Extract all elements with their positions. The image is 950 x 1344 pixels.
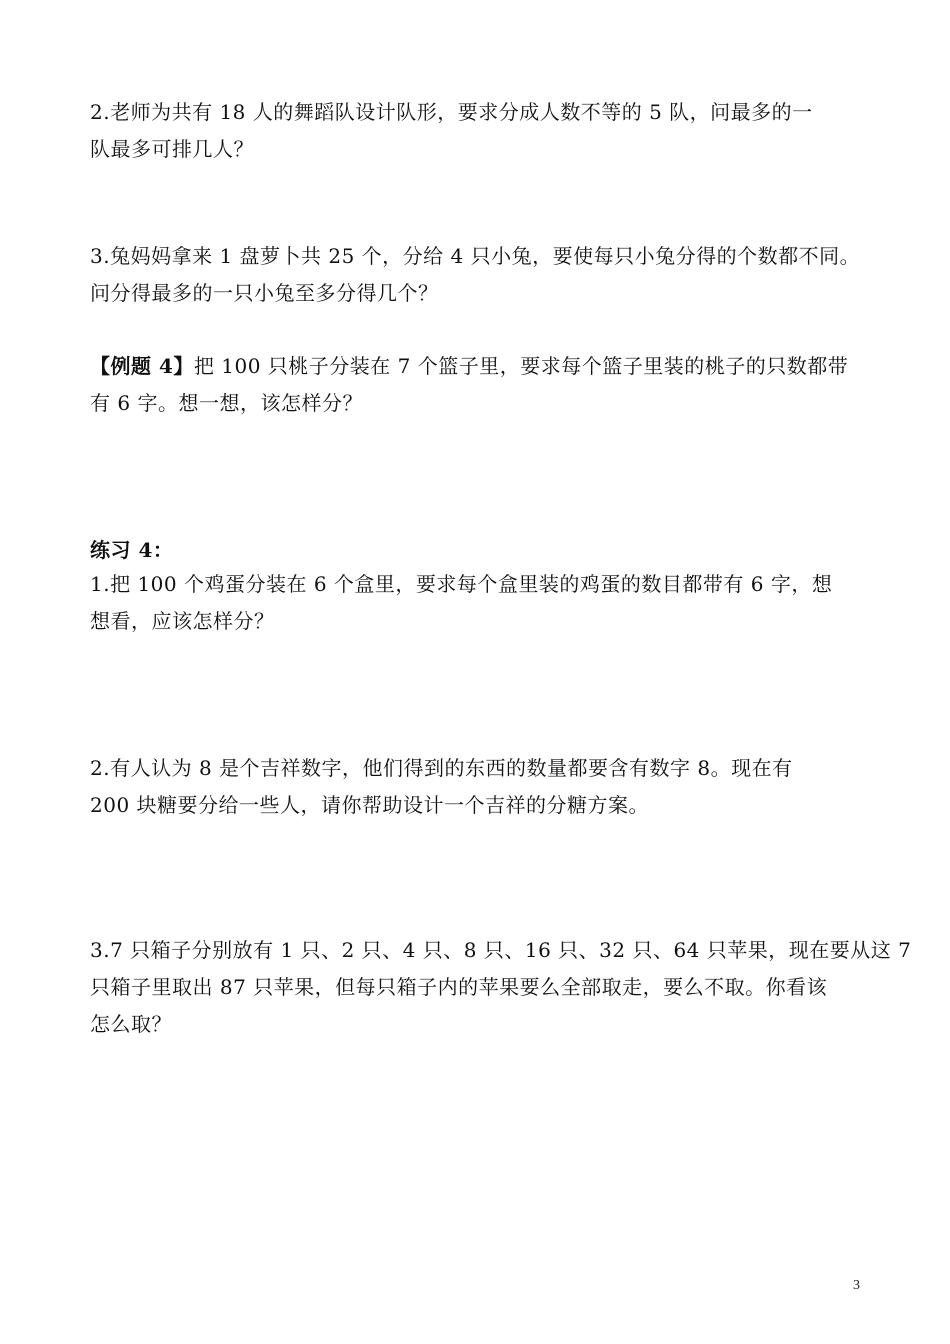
practice-4-item-3 (90, 932, 912, 1043)
problem-3-line-2: 问分得最多的一只小兔至多分得几个？ (90, 281, 439, 305)
practice-4-item-1-line-2: 想看，应该怎样分？ (90, 609, 275, 633)
practice-4-heading: 练习 4： (90, 538, 174, 562)
practice-4-item-1 (90, 566, 870, 640)
example-4-text: 把 100 只桃子分装在 7 个篮子里，要求每个篮子里装的桃子的只数都带 (193, 354, 849, 378)
problem-2 (90, 94, 870, 168)
practice-4-item-3-line-2: 只箱子里取出 87 只苹果，但每只箱子内的苹果要么全部取走，要么不取。你看该 (90, 975, 828, 999)
problem-2-line-1: 2.老师为共有 18 人的舞蹈队设计队形，要求分成人数不等的 5 队，问最多的一 (90, 100, 813, 124)
example-4-line-2: 有 6 字。想一想，该怎样分？ (90, 391, 363, 415)
example-4-line-1 (90, 348, 870, 385)
example-4-label: 【例题 4】 (90, 354, 194, 378)
practice-4-item-1-line-1: 1.把 100 个鸡蛋分装在 6 个盒里，要求每个盒里装的鸡蛋的数目都带有 6 字，想 (90, 572, 833, 596)
practice-4-item-2-line-1: 2.有人认为 8 是个吉祥数字，他们得到的东西的数量都要含有数字 8。现在有 (90, 756, 793, 780)
example-4 (90, 348, 870, 422)
problem-3 (90, 238, 870, 312)
page-number: 3 (853, 1278, 860, 1293)
practice-4-item-3-line-3: 怎么取？ (90, 1012, 172, 1036)
practice-4-item-2-line-2: 200 块糖要分给一些人，请你帮助设计一个吉祥的分糖方案。 (90, 793, 650, 817)
practice-4-item-2 (90, 750, 870, 824)
problem-3-line-1: 3.兔妈妈拿来 1 盘萝卜共 25 个，分给 4 只小兔，要使每只小兔分得的个数都不同。 (90, 244, 861, 268)
practice-4-item-3-line-1: 3.7 只箱子分别放有 1 只、2 只、4 只、8 只、16 只、32 只、64 只苹果，现在要从这 7 (90, 938, 912, 962)
problem-2-line-2: 队最多可排几人？ (90, 137, 254, 161)
practice-4-heading-block (90, 532, 870, 569)
